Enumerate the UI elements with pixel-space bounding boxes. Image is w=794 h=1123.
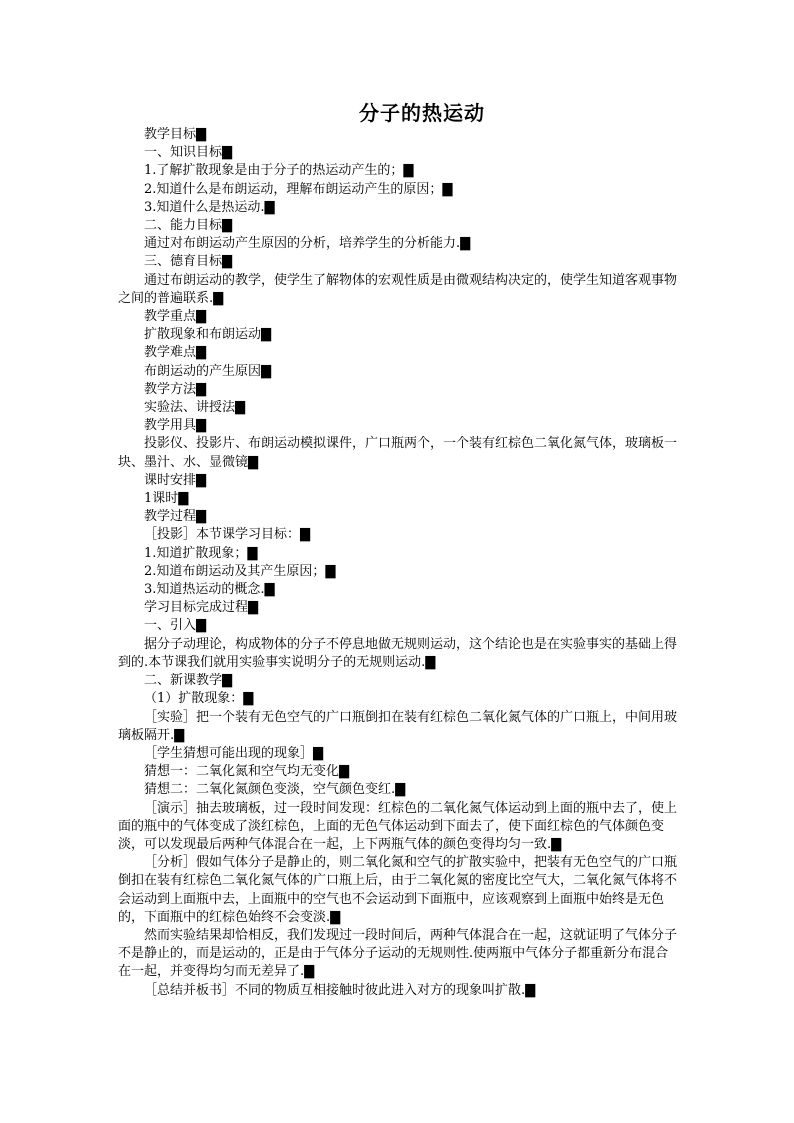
heading-ability-goals: 二、能力目标▇ bbox=[144, 218, 232, 234]
student-guess-heading: ［学生猜想可能出现的现象］▇ bbox=[144, 745, 323, 761]
knowledge-goal-2: 2.知道什么是布朗运动，理解布朗运动产生的原因；▇ bbox=[144, 181, 453, 197]
heading-methods: 教学方法▇ bbox=[144, 381, 206, 397]
analysis-text: ［分析］假如气体分子是静止的，则二氧化氮和空气的扩散实验中，把装有无色空气的广口瓶倒扣在装有红棕色二氧化氮气体的广口瓶上后，由于二氧化氮的密度比空气大，二氧化氮气体将不会运动到上面瓶中去，上面瓶中的空气也不会运动到下面瓶中，应该观察到上面瓶中始终是无色的，下面瓶中的红棕色始终不会变淡.▇ bbox=[118, 855, 678, 925]
demonstration-text: ［演示］抽去玻璃板，过一段时间发现：红棕色的二氧化氮气体运动到上面的瓶中去了，使上面的瓶中的气体变成了淡红棕色，上面的无色气体运动到下面去了，使下面红棕色的气体颜色变淡，可以发现最后两种气体混合在一起，上下两瓶气体的颜色变得均匀一致.▇ bbox=[118, 800, 678, 852]
heading-knowledge-goals: 一、知识目标▇ bbox=[144, 145, 232, 161]
heading-introduction: 一、引入▇ bbox=[144, 618, 206, 634]
lesson-goal-2: 2.知道布朗运动及其产生原因；▇ bbox=[144, 563, 336, 579]
heading-goal-completion: 学习目标完成过程▇ bbox=[144, 600, 258, 616]
lesson-goal-3: 3.知道热运动的概念.▇ bbox=[144, 582, 275, 598]
heading-key-points: 教学重点▇ bbox=[144, 309, 206, 325]
moral-goal-text: 通过布朗运动的教学，使学生了解物体的宏观性质是由微观结构决定的，使学生知道客观事物之间的普遍联系.▇ bbox=[118, 272, 678, 306]
diffusion-heading: （1）扩散现象：▇ bbox=[144, 691, 254, 707]
ability-goal-text: 通过对布朗运动产生原因的分析，培养学生的分析能力.▇ bbox=[144, 236, 471, 252]
knowledge-goal-1: 1.了解扩散现象是由于分子的热运动产生的；▇ bbox=[144, 163, 414, 179]
result-text: 然而实验结果却恰相反，我们发现过一段时间后，两种气体混合在一起，这就证明了气体分子不是静止的，而是运动的，正是由于气体分子运动的无规则性.使两瓶中气体分子都重新分布混合在一起，并变得均匀而无差异了.▇ bbox=[118, 927, 678, 980]
heading-tools: 教学用具▇ bbox=[144, 418, 206, 434]
methods-text: 实验法、讲授法▇ bbox=[144, 400, 245, 416]
heading-new-lesson: 二、新课教学▇ bbox=[144, 673, 232, 689]
difficulties-text: 布朗运动的产生原因▇ bbox=[144, 363, 271, 379]
heading-difficulties: 教学难点▇ bbox=[144, 345, 206, 361]
key-points-text: 扩散现象和布朗运动▇ bbox=[144, 327, 271, 343]
experiment-text: ［实验］把一个装有无色空气的广口瓶倒扣在装有红棕色二氧化氮气体的广口瓶上，中间用玻璃板隔开.▇ bbox=[118, 709, 678, 743]
introduction-text: 据分子动理论，构成物体的分子不停息地做无规则运动，这个结论也是在实验事实的基础上得到的.本节课我们就用实验事实说明分子的无规则运动.▇ bbox=[118, 636, 678, 670]
schedule-text: 1课时▇ bbox=[144, 491, 189, 507]
lesson-goal-1: 1.知道扩散现象；▇ bbox=[144, 545, 258, 561]
heading-teaching-goals: 教学目标▇ bbox=[144, 127, 206, 142]
document-title: 分子的热运动 bbox=[359, 101, 485, 125]
heading-moral-goals: 三、德育目标▇ bbox=[144, 254, 232, 270]
tools-text: 投影仪、投影片、布朗运动模拟课件，广口瓶两个，一个装有红棕色二氧化氮气体，玻璃板一块、墨汁、水、显微镜▇ bbox=[118, 436, 678, 470]
knowledge-goal-3: 3.知道什么是热运动.▇ bbox=[144, 199, 275, 215]
guess-1: 猜想一：二氧化氮和空气均无变化▇ bbox=[144, 764, 349, 780]
summary-text: ［总结并板书］不同的物质互相接触时彼此进入对方的现象叫扩散.▇ bbox=[144, 982, 536, 998]
projection-goals: ［投影］本节课学习目标：▇ bbox=[144, 527, 310, 543]
guess-2: 猜想二：二氧化氮颜色变淡，空气颜色变红.▇ bbox=[144, 782, 406, 798]
heading-process: 教学过程▇ bbox=[144, 509, 206, 525]
document-body bbox=[118, 126, 681, 1000]
heading-schedule: 课时安排▇ bbox=[144, 472, 206, 488]
